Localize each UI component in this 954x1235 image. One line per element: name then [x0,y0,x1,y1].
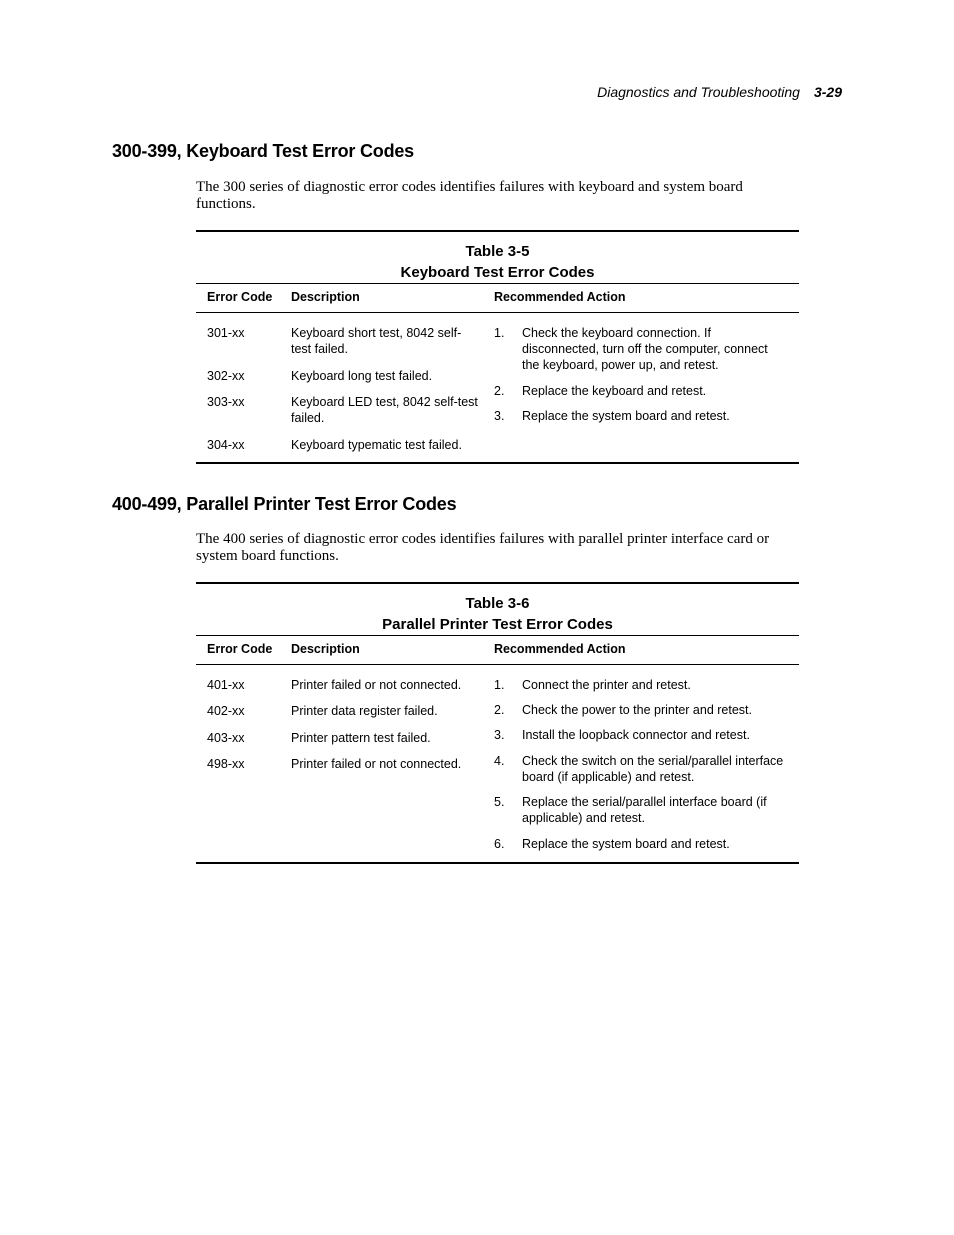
table-number: Table 3-6 [465,595,530,612]
step-text: Replace the keyboard and retest. [522,384,707,398]
table-header-row [196,283,799,313]
step-number: 2. [494,384,505,398]
section-intro-parallel-printer: The 400 series of diagnostic error codes identifies failures with parallel printer interface card or system board functions. [196,531,770,564]
error-description: Printer failed or not connected. [291,757,462,771]
step-number: 1. [494,678,505,692]
error-description: Printer failed or not connected. [291,678,462,692]
column-header-recommended-action: Recommended Action [494,290,626,304]
step-text: Check the switch on the serial/parallel interface board (if applicable) and retest. [522,754,784,784]
section-heading-keyboard: 300-399, Keyboard Test Error Codes [112,141,414,161]
column-header-description: Description [291,290,360,304]
step-text: Replace the system board and retest. [522,409,730,423]
column-header-description: Description [291,642,360,656]
table-caption [196,232,799,283]
table-number: Table 3-5 [465,243,530,260]
error-code: 401-xx [207,678,245,692]
error-code: 302-xx [207,369,245,383]
table-title: Keyboard Test Error Codes [400,264,595,281]
error-description: Keyboard long test failed. [291,369,433,383]
error-description: Keyboard LED test, 8042 self-test failed. [291,395,478,425]
running-title: Diagnostics and Troubleshooting [597,84,800,100]
step-text: Check the power to the printer and retest. [522,703,752,717]
table-keyboard-error-codes [196,230,799,464]
section-heading-parallel-printer: 400-499, Parallel Printer Test Error Codes [112,494,457,514]
step-number: 6. [494,837,505,851]
error-code: 304-xx [207,438,245,452]
step-number: 4. [494,754,505,768]
error-description: Printer data register failed. [291,704,438,718]
running-head [597,84,842,100]
error-code: 303-xx [207,395,245,409]
step-number: 2. [494,703,505,717]
error-code: 498-xx [207,757,245,771]
error-code: 402-xx [207,704,245,718]
step-text: Replace the system board and retest. [522,837,730,851]
page-number: 3-29 [813,84,842,100]
step-number: 3. [494,409,505,423]
error-code: 403-xx [207,731,245,745]
section-intro-keyboard: The 300 series of diagnostic error codes identifies failures with keyboard and system board functions. [196,179,743,212]
column-header-error-code: Error Code [207,290,273,304]
step-number: 3. [494,728,505,742]
table-header-row [196,635,799,665]
step-number: 1. [494,326,505,340]
step-number: 5. [494,795,505,809]
table-parallel-printer-error-codes [196,582,799,864]
column-header-recommended-action: Recommended Action [494,642,626,656]
table-caption [196,584,799,635]
column-header-error-code: Error Code [207,642,273,656]
error-description: Keyboard typematic test failed. [291,438,462,452]
step-text: Connect the printer and retest. [522,678,691,692]
step-text: Replace the serial/parallel interface board (if applicable) and retest. [522,795,767,825]
error-description: Printer pattern test failed. [291,731,431,745]
table-title: Parallel Printer Test Error Codes [382,616,613,633]
step-text: Install the loopback connector and retest. [522,728,750,742]
step-text: Check the keyboard connection. If disconnected, turn off the computer, connect the keyboard, power up, and retest. [522,326,768,372]
error-code: 301-xx [207,326,245,340]
error-description: Keyboard short test, 8042 self-test failed. [291,326,462,356]
